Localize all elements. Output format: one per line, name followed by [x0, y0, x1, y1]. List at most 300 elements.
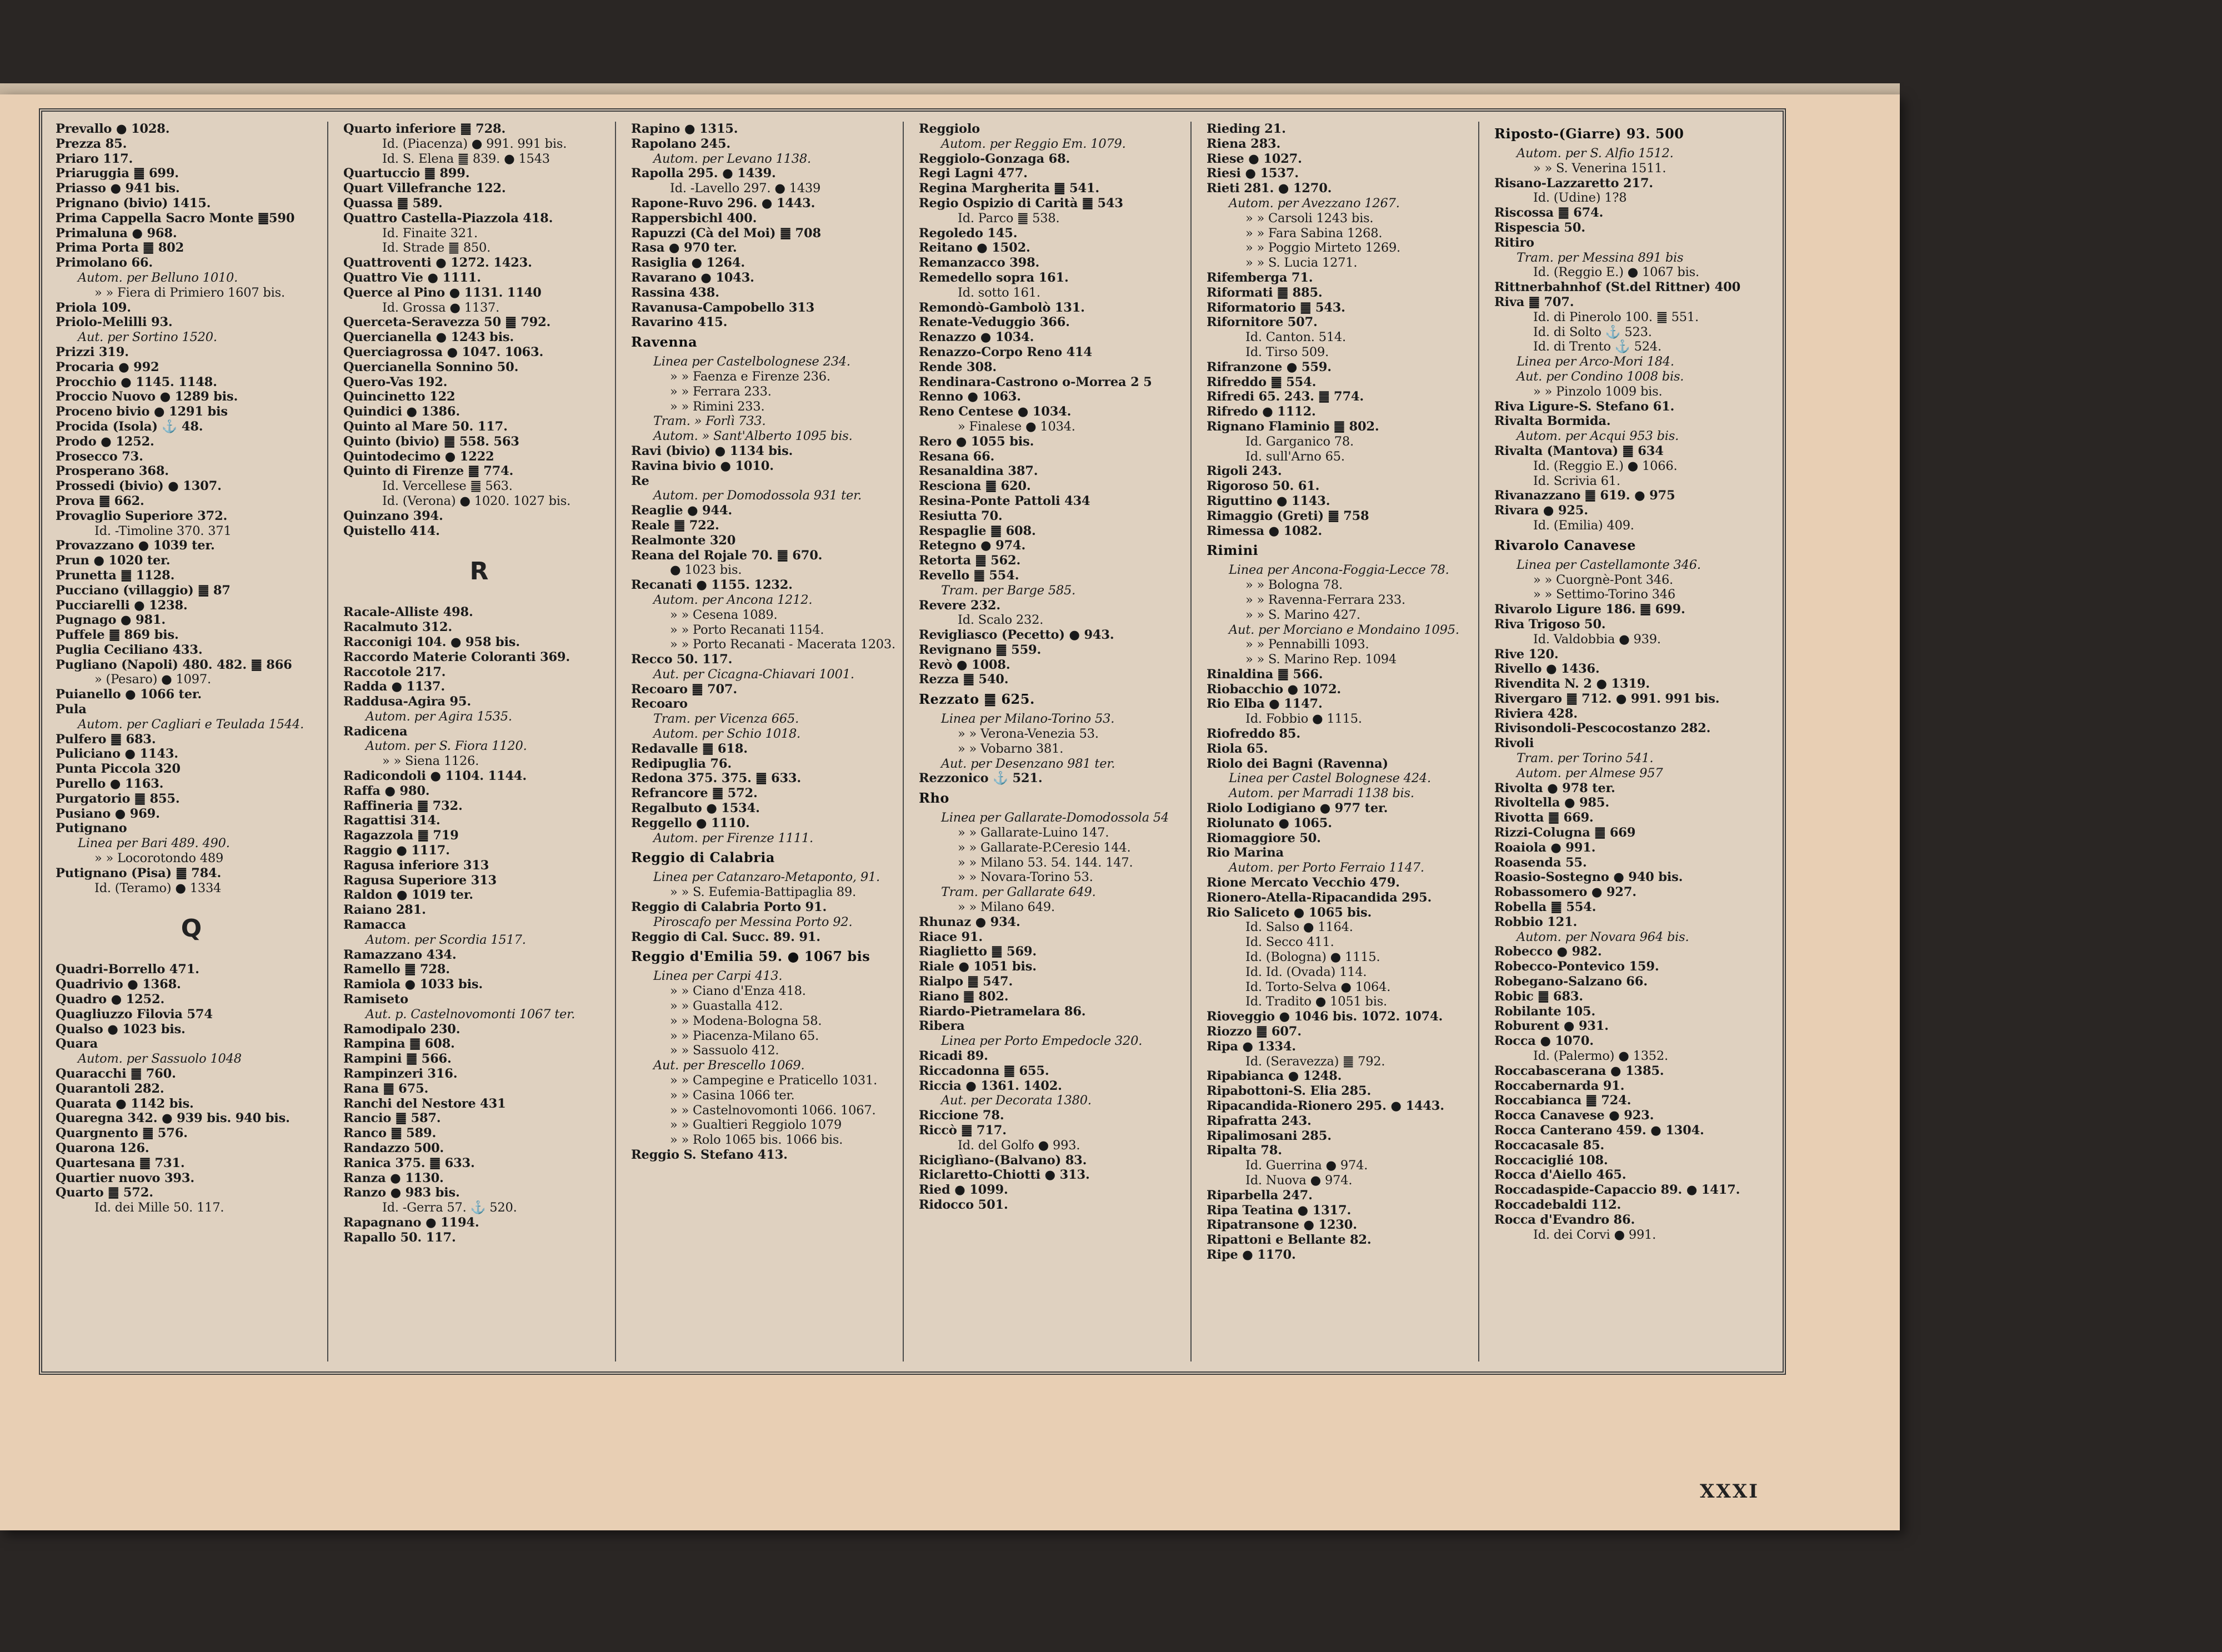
- index-entry: Rocca Canavese ● 923.: [1494, 1108, 1654, 1123]
- index-entry: Linea per Gallarate-Domodossola 54: [941, 810, 1169, 825]
- index-entry: Id. dei Mille 50. 117.: [94, 1200, 224, 1215]
- index-entry: Ranza ● 1130.: [343, 1170, 444, 1185]
- index-entry: » Finalese ● 1034.: [958, 419, 1075, 434]
- city-heading: Ravenna: [631, 334, 698, 351]
- index-entry: Putignano: [56, 821, 127, 836]
- index-entry: Aut. per Decorata 1380.: [941, 1093, 1092, 1108]
- index-entry: Prevallo ● 1028.: [56, 122, 170, 136]
- index-entry: Reno Centese ● 1034.: [919, 404, 1072, 419]
- index-entry: Id. di Solto ⚓ 523.: [1533, 324, 1652, 339]
- index-entry: Rancio ䷀ 587.: [343, 1111, 441, 1126]
- index-entry: Pusiano ● 969.: [56, 806, 160, 821]
- index-entry: Renazzo ● 1034.: [919, 330, 1034, 345]
- index-entry: Autom. per Almese 957: [1517, 765, 1663, 780]
- index-entry: Ravarano ● 1043.: [631, 270, 754, 285]
- index-entry: Redona 375. 375. ䷀ 633.: [631, 771, 801, 786]
- index-entry: Linea per Ancona-Foggia-Lecce 78.: [1229, 563, 1449, 578]
- index-entry: Rifornitore 507.: [1207, 315, 1318, 330]
- index-entry: Purgatorio ䷀ 855.: [56, 791, 180, 806]
- index-entry: Autom. per Sassuolo 1048: [78, 1052, 242, 1067]
- index-entry: » » Castelnovomonti 1066. 1067.: [670, 1103, 876, 1118]
- index-entry: » » Porto Recanati - Macerata 1203.: [670, 637, 895, 652]
- index-entry: Ripa Teatina ● 1317.: [1207, 1203, 1352, 1218]
- index-entry: Riolo dei Bagni (Ravenna): [1207, 756, 1388, 771]
- index-entry: Rifredo ● 1112.: [1207, 404, 1316, 419]
- index-entry: Riva Trigoso 50.: [1494, 617, 1606, 632]
- index-entry: Prunetta ䷀ 1128.: [56, 568, 175, 583]
- index-entry: Riva Ligure-S. Stefano 61.: [1494, 399, 1675, 414]
- index-entry: » » Casina 1066 ter.: [670, 1088, 795, 1103]
- index-entry: Autom. per Domodossola 931 ter.: [653, 488, 862, 503]
- index-entry: » » Fara Sabina 1268.: [1245, 226, 1383, 241]
- index-entry: Revello ䷀ 554.: [919, 568, 1019, 583]
- index-entry: Ramiola ● 1033 bis.: [343, 977, 483, 992]
- index-entry: Rigoli 243.: [1207, 464, 1282, 479]
- index-entry: Quinto al Mare 50. 117.: [343, 419, 508, 434]
- index-entry: » » Milano 649.: [958, 900, 1055, 915]
- index-entry: Rimessa ● 1082.: [1207, 523, 1323, 538]
- index-entry: Reggello ● 1110.: [631, 815, 750, 830]
- index-entry: Autom. per Reggio Em. 1079.: [941, 136, 1126, 151]
- index-entry: Putignano (Pisa) ䷀ 784.: [56, 865, 222, 880]
- index-entry: Roccabianca ䷀ 724.: [1494, 1093, 1632, 1108]
- index-entry: Quincinetto 122: [343, 389, 456, 404]
- index-entry: Id. Strade ䷀ 850.: [382, 241, 491, 256]
- index-entry: Ripabianca ● 1248.: [1207, 1069, 1342, 1084]
- index-entry: Provaglio Superiore 372.: [56, 508, 228, 523]
- index-entry: Quinto di Firenze ䷀ 774.: [343, 464, 514, 479]
- index-entry: » » Settimo-Torino 346: [1533, 587, 1676, 602]
- index-entry: Querciagrossa ● 1047. 1063.: [343, 344, 544, 359]
- index-entry: Linea per Arco-Mori 184.: [1517, 354, 1674, 369]
- index-entry: Roccabascerana ● 1385.: [1494, 1063, 1664, 1078]
- index-entry: Rifemberga 71.: [1207, 270, 1313, 285]
- index-entry: Aut. per Cicagna-Chiavari 1001.: [653, 667, 854, 682]
- index-entry: Riolo Lodigiano ● 977 ter.: [1207, 801, 1388, 816]
- index-entry: Resina-Ponte Pattoli 434: [919, 493, 1090, 508]
- index-entry: Ripafratta 243.: [1207, 1113, 1312, 1128]
- index-entry: Risano-Lazzaretto 217.: [1494, 176, 1653, 191]
- index-entry: Riscossa ䷀ 674.: [1494, 206, 1604, 221]
- index-entry: Quart Villefranche 122.: [343, 181, 506, 196]
- index-entry: Rapallo 50. 117.: [343, 1230, 456, 1245]
- index-entry: Robegano-Salzano 66.: [1494, 974, 1648, 989]
- index-column-6: [1487, 122, 1775, 1361]
- index-entry: » » Ciano d'Enza 418.: [670, 984, 806, 999]
- index-entry: » » Guastalla 412.: [670, 999, 783, 1014]
- index-entry: » » S. Eufemia-Battipaglia 89.: [670, 885, 857, 900]
- index-entry: Resciona ䷀ 620.: [919, 479, 1031, 494]
- index-entry: Id. (Seravezza) ䷀ 792.: [1245, 1054, 1385, 1069]
- index-entry: Realmonte 320: [631, 533, 736, 548]
- city-heading: Reggio d'Emilia 59. ● 1067 bis: [631, 948, 870, 965]
- index-entry: Rapolano 245.: [631, 136, 731, 151]
- index-entry: Rivendita N. 2 ● 1319.: [1494, 677, 1650, 692]
- index-entry: » » Novara-Torino 53.: [958, 870, 1093, 885]
- index-entry: Ripalta 78.: [1207, 1143, 1282, 1158]
- index-entry: Purello ● 1163.: [56, 777, 164, 792]
- index-entry: Rivoltella ● 985.: [1494, 795, 1609, 810]
- index-entry: Ramello ䷀ 728.: [343, 962, 450, 977]
- index-entry: Roccadebaldi 112.: [1494, 1197, 1622, 1212]
- index-entry: Ridocco 501.: [919, 1197, 1008, 1212]
- index-entry: Priaro 117.: [56, 151, 133, 166]
- index-frame: [39, 108, 1786, 1375]
- index-entry: Revere 232.: [919, 598, 1001, 613]
- index-entry: Procaria ● 992: [56, 359, 159, 374]
- index-entry: Proccio Nuovo ● 1289 bis.: [56, 389, 238, 404]
- index-entry: » » S. Marino Rep. 1094: [1245, 652, 1397, 667]
- index-entry: Autom. per Belluno 1010.: [78, 270, 238, 285]
- index-entry: Revigliasco (Pecetto) ● 943.: [919, 628, 1114, 643]
- index-entry: Rittnerbahnhof (St.del Rittner) 400: [1494, 280, 1741, 295]
- index-entry: Tram. per Messina 891 bis: [1517, 250, 1684, 265]
- index-entry: Ricadi 89.: [919, 1049, 988, 1064]
- city-heading: Riposto-(Giarre) 93. 500: [1494, 126, 1684, 142]
- index-entry: Ramazzano 434.: [343, 947, 457, 962]
- index-entry: » » Modena-Bologna 58.: [670, 1013, 822, 1028]
- index-entry: Riformatorio ䷀ 543.: [1207, 300, 1345, 315]
- index-entry: » » Piacenza-Milano 65.: [670, 1028, 819, 1043]
- index-entry: Ranzo ● 983 bis.: [343, 1185, 460, 1200]
- index-entry: » » Gallarate-P.Ceresio 144.: [958, 840, 1131, 855]
- index-entry: Querce al Pino ● 1131. 1140: [343, 285, 542, 300]
- index-entry: Id. Secco 411.: [1245, 935, 1334, 950]
- index-entry: Ripe ● 1170.: [1207, 1247, 1296, 1262]
- index-entry: » » Ravenna-Ferrara 233.: [1245, 592, 1405, 607]
- index-entry: Rieding 21.: [1207, 122, 1286, 136]
- index-entry: » » Gualtieri Reggiolo 1079: [670, 1118, 842, 1133]
- index-entry: Ripatransone ● 1230.: [1207, 1218, 1357, 1233]
- index-entry: Id. Canton. 514.: [1245, 330, 1346, 345]
- index-entry: Id. Tradito ● 1051 bis.: [1245, 994, 1388, 1009]
- index-entry: Prosecco 73.: [56, 449, 143, 464]
- index-entry: Refrancore ䷀ 572.: [631, 786, 758, 801]
- index-entry: Aut. per Sortino 1520.: [78, 330, 217, 345]
- index-entry: Randazzo 500.: [343, 1141, 444, 1155]
- index-entry: Ranchi del Nestore 431: [343, 1096, 506, 1111]
- index-entry: » » Campegine e Praticello 1031.: [670, 1073, 878, 1088]
- index-entry: Riciglìano-(Balvano) 83.: [919, 1153, 1087, 1168]
- index-entry: Raddusa-Agira 95.: [343, 694, 471, 709]
- index-entry: Id. (Verona) ● 1020. 1027 bis.: [382, 493, 571, 508]
- index-entry: Quattroventi ● 1272. 1423.: [343, 256, 532, 271]
- index-entry: Revò ● 1008.: [919, 657, 1010, 672]
- index-entry: Roccaciglié 108.: [1494, 1153, 1608, 1168]
- index-entry: » » S. Marino 427.: [1245, 607, 1360, 622]
- index-entry: » » Pinzolo 1009 bis.: [1533, 384, 1663, 399]
- index-entry: Linea per Catanzaro-Metaponto, 91.: [653, 870, 880, 885]
- index-entry: Riena 283.: [1207, 136, 1281, 151]
- index-entry: Provazzano ● 1039 ter.: [56, 538, 215, 553]
- index-column-2: [336, 122, 616, 1361]
- index-entry: Id. Id. (Ovada) 114.: [1245, 964, 1367, 979]
- index-entry: Prosperano 368.: [56, 464, 169, 479]
- index-entry: Quercianella Sonnino 50.: [343, 359, 519, 374]
- index-entry: Linea per Bari 489. 490.: [78, 836, 230, 851]
- index-entry: Id. (Palermo) ● 1352.: [1533, 1049, 1668, 1064]
- index-entry: Id. Torto-Selva ● 1064.: [1245, 979, 1391, 994]
- index-entry: Recco 50. 117.: [631, 652, 733, 667]
- index-entry: Remedello sopra 161.: [919, 270, 1069, 285]
- index-entry: Raiano 281.: [343, 903, 426, 918]
- index-entry: Raffineria ䷀ 732.: [343, 798, 463, 813]
- index-entry: Prizzi 319.: [56, 344, 129, 359]
- index-entry: Id. (Udine) 1?8: [1533, 191, 1627, 206]
- index-entry: Quadri-Borrello 471.: [56, 962, 199, 977]
- index-entry: Ranica 375. ䷀ 633.: [343, 1155, 475, 1170]
- index-entry: Rivanazzano ䷀ 619. ● 975: [1494, 488, 1675, 503]
- index-entry: Rizzi-Colugna ䷀ 669: [1494, 825, 1636, 840]
- index-entry: Rasa ● 970 ter.: [631, 241, 737, 256]
- index-entry: Procida (Isola) ⚓ 48.: [56, 419, 203, 434]
- index-entry: Tram. per Vicenza 665.: [653, 712, 799, 727]
- index-entry: Roasio-Sostegno ● 940 bis.: [1494, 870, 1683, 885]
- index-entry: Id. del Golfo ● 993.: [958, 1138, 1080, 1153]
- index-entry: Priasso ● 941 bis.: [56, 181, 180, 196]
- index-entry: Rifreddo ䷀ 554.: [1207, 374, 1317, 389]
- index-entry: Ritiro: [1494, 235, 1534, 250]
- city-heading: Rho: [919, 790, 949, 807]
- index-entry: Id. Garganico 78.: [1245, 434, 1354, 449]
- index-entry: » » S. Venerina 1511.: [1533, 161, 1666, 176]
- index-entry: Riesi ● 1537.: [1207, 166, 1299, 181]
- index-entry: Ripattoni e Bellante 82.: [1207, 1233, 1372, 1248]
- index-entry: » » Cuorgnè-Pont 346.: [1533, 572, 1674, 587]
- section-letter: R: [469, 557, 489, 586]
- index-entry: Radicondoli ● 1104. 1144.: [343, 769, 527, 784]
- index-entry: Tram. » Forlì 733.: [653, 414, 766, 429]
- index-entry: Riguttino ● 1143.: [1207, 493, 1330, 508]
- index-entry: Pula: [56, 702, 87, 717]
- index-entry: Rio Marina: [1207, 845, 1284, 860]
- index-entry: Ragusa inferiore 313: [343, 858, 489, 873]
- index-entry: ● 1023 bis.: [670, 563, 742, 578]
- index-entry: Reitano ● 1502.: [919, 241, 1030, 256]
- index-entry: Rende 308.: [919, 359, 997, 374]
- index-entry: Linea per Castel Bolognese 424.: [1229, 771, 1431, 786]
- index-entry: Quattro Vie ● 1111.: [343, 270, 481, 285]
- index-entry: Retegno ● 974.: [919, 538, 1026, 553]
- index-entry: Robecco-Pontevico 159.: [1494, 959, 1659, 974]
- index-entry: Autom. per Porto Ferraio 1147.: [1229, 860, 1424, 875]
- index-entry: Reggio di Calabria Porto 91.: [631, 900, 827, 915]
- index-entry: Pugnago ● 981.: [56, 613, 166, 628]
- index-entry: Regi Lagni 477.: [919, 166, 1028, 181]
- index-entry: Rasiglia ● 1264.: [631, 256, 745, 271]
- index-entry: Renno ● 1063.: [919, 389, 1021, 404]
- index-entry: Quarona 126.: [56, 1141, 149, 1155]
- index-entry: Rifranzone ● 559.: [1207, 359, 1332, 374]
- index-entry: Id. (Reggio E.) ● 1066.: [1533, 458, 1678, 473]
- index-entry: Ripabottoni-S. Elia 285.: [1207, 1084, 1372, 1099]
- index-entry: Racale-Alliste 498.: [343, 605, 473, 620]
- index-entry: Pucciano (villaggio) ䷀ 87: [56, 583, 231, 598]
- city-heading: Rivarolo Canavese: [1494, 537, 1636, 553]
- index-entry: Id. Nuova ● 974.: [1245, 1173, 1353, 1188]
- index-entry: Rivergaro ䷀ 712. ● 991. 991 bis.: [1494, 691, 1720, 706]
- index-entry: Rezzonico ⚓ 521.: [919, 771, 1043, 786]
- index-entry: Reggio di Cal. Succ. 89. 91.: [631, 929, 820, 944]
- index-entry: Id. (Piacenza) ● 991. 991 bis.: [382, 136, 567, 151]
- index-entry: Riccadonna ䷀ 655.: [919, 1063, 1049, 1078]
- index-entry: Rivarolo Ligure 186. ䷀ 699.: [1494, 602, 1685, 617]
- index-entry: Prun ● 1020 ter.: [56, 553, 171, 568]
- index-entry: » » Milano 53. 54. 144. 147.: [958, 855, 1133, 870]
- index-entry: » (Pesaro) ● 1097.: [94, 672, 211, 687]
- index-entry: Id. sull'Arno 65.: [1245, 449, 1345, 464]
- index-entry: Quarto ䷀ 572.: [56, 1185, 153, 1200]
- index-entry: Ramiseto: [343, 992, 408, 1007]
- index-entry: Ried ● 1099.: [919, 1183, 1008, 1198]
- index-entry: Resiutta 70.: [919, 508, 1003, 523]
- index-entry: Procchio ● 1145. 1148.: [56, 374, 217, 389]
- index-entry: Respaglie ䷀ 608.: [919, 523, 1036, 538]
- index-entry: Remondò-Gambolò 131.: [919, 300, 1085, 315]
- index-entry: Rivoli: [1494, 736, 1534, 751]
- index-entry: Riolunato ● 1065.: [1207, 815, 1332, 830]
- index-entry: Priaruggia ䷀ 699.: [56, 166, 179, 181]
- index-entry: » » Siena 1126.: [382, 754, 479, 769]
- index-entry: Rione Mercato Vecchio 479.: [1207, 875, 1400, 890]
- index-entry: Id. (Emilia) 409.: [1533, 518, 1634, 533]
- index-entry: Autom. per Marradi 1138 bis.: [1229, 786, 1414, 801]
- index-entry: Id. -Timoline 370. 371: [94, 523, 232, 538]
- index-entry: Recanati ● 1155. 1232.: [631, 578, 793, 593]
- city-heading: Reggio di Calabria: [631, 849, 775, 866]
- index-entry: Piroscafo per Messina Porto 92.: [653, 914, 853, 929]
- index-entry: Ripa ● 1334.: [1207, 1039, 1296, 1054]
- index-entry: » » Sassuolo 412.: [670, 1043, 779, 1058]
- index-entry: Id. di Trento ⚓ 524.: [1533, 339, 1662, 354]
- index-entry: Riclaretto-Chiotti ● 313.: [919, 1168, 1090, 1183]
- index-entry: Rampini ䷀ 566.: [343, 1052, 452, 1067]
- index-entry: Ragattisi 314.: [343, 813, 441, 828]
- index-entry: » » Vobarno 381.: [958, 741, 1064, 756]
- index-entry: Primaluna ● 968.: [56, 226, 177, 241]
- index-entry: Rivisondoli-Pescocostanzo 282.: [1494, 721, 1711, 736]
- index-entry: Rivolta ● 978 ter.: [1494, 780, 1615, 795]
- index-entry: Riparbella 247.: [1207, 1188, 1313, 1203]
- index-entry: Raccordo Materie Coloranti 369.: [343, 649, 570, 664]
- index-entry: Robecco ● 982.: [1494, 944, 1602, 959]
- index-entry: Re: [631, 473, 649, 488]
- index-entry: Riaglietto ䷀ 569.: [919, 944, 1037, 959]
- index-entry: Rio Saliceto ● 1065 bis.: [1207, 905, 1372, 920]
- index-entry: Prossedi (bivio) ● 1307.: [56, 479, 222, 494]
- index-entry: Puianello ● 1066 ter.: [56, 687, 202, 702]
- index-entry: Raccotole 217.: [343, 664, 446, 679]
- index-entry: » » Faenza e Firenze 236.: [670, 369, 830, 384]
- index-entry: Proceno bivio ● 1291 bis: [56, 404, 228, 419]
- city-heading: Rezzato ䷀ 625.: [919, 691, 1035, 708]
- index-entry: Id. di Pinerolo 100. ䷀ 551.: [1533, 309, 1699, 324]
- index-entry: Rispescia 50.: [1494, 220, 1585, 235]
- index-entry: Retorta ䷀ 562.: [919, 553, 1021, 568]
- index-entry: Rive 120.: [1494, 647, 1559, 662]
- index-entry: Autom. » Sant'Alberto 1095 bis.: [653, 429, 853, 444]
- index-entry: Prezza 85.: [56, 136, 127, 151]
- index-column-5: [1199, 122, 1479, 1361]
- index-entry: Quargnento ䷀ 576.: [56, 1126, 188, 1141]
- index-entry: Riale ● 1051 bis.: [919, 959, 1037, 974]
- index-entry: Robella ䷀ 554.: [1494, 900, 1597, 915]
- index-entry: Quercianella ● 1243 bis.: [343, 330, 514, 345]
- index-entry: Autom. per S. Fiora 1120.: [366, 739, 527, 754]
- index-column-4: [911, 122, 1192, 1361]
- index-entry: Regalbuto ● 1534.: [631, 801, 760, 816]
- index-entry: Ramacca: [343, 918, 406, 933]
- index-entry: » » Cesena 1089.: [670, 607, 778, 622]
- index-entry: Reaglie ● 944.: [631, 503, 733, 518]
- index-entry: Ripalimosani 285.: [1207, 1128, 1332, 1143]
- index-entry: » » Rimini 233.: [670, 399, 765, 414]
- index-entry: Rivello ● 1436.: [1494, 662, 1600, 677]
- index-entry: Rionero-Atella-Ripacandida 295.: [1207, 890, 1432, 905]
- index-entry: Roburent ● 931.: [1494, 1019, 1609, 1034]
- index-entry: Id. sotto 161.: [958, 285, 1040, 300]
- index-entry: Punta Piccola 320: [56, 762, 181, 777]
- index-entry: Id. (Teramo) ● 1334: [94, 880, 222, 895]
- index-entry: Autom. per Acqui 953 bis.: [1517, 429, 1679, 444]
- index-entry: Ragazzola ䷀ 719: [343, 828, 459, 843]
- index-entry: Rampina ䷀ 608.: [343, 1037, 455, 1052]
- index-entry: Rigoroso 50. 61.: [1207, 479, 1320, 494]
- index-entry: Aut. per Morciano e Mondaino 1095.: [1229, 622, 1459, 637]
- index-entry: Quadro ● 1252.: [56, 992, 165, 1007]
- index-entry: Quistello 414.: [343, 523, 440, 538]
- index-entry: Aut. per Condino 1008 bis.: [1517, 369, 1684, 384]
- index-entry: Rifredi 65. 243. ䷀ 774.: [1207, 389, 1364, 404]
- index-entry: Pulfero ䷀ 683.: [56, 732, 156, 747]
- city-heading: Rimini: [1207, 542, 1259, 559]
- index-entry: Rocca Canterano 459. ● 1304.: [1494, 1123, 1704, 1138]
- index-entry: Ramodipalo 230.: [343, 1022, 461, 1037]
- index-entry: » » S. Lucia 1271.: [1245, 256, 1358, 271]
- index-entry: Rivotta ䷀ 669.: [1494, 810, 1594, 825]
- index-entry: Pugliano (Napoli) 480. 482. ䷀ 866: [56, 657, 292, 672]
- index-entry: Ragusa Superiore 313: [343, 873, 497, 888]
- index-entry: Quagliuzzo Filovia 574: [56, 1007, 213, 1022]
- index-entry: Rio Elba ● 1147.: [1207, 697, 1323, 712]
- index-entry: Linea per Castellamonte 346.: [1517, 557, 1701, 572]
- index-entry: Resana 66.: [919, 449, 995, 464]
- index-entry: Aut. per Desenzano 981 ter.: [941, 756, 1115, 771]
- index-entry: Robbio 121.: [1494, 914, 1578, 929]
- index-entry: Riccò ䷀ 717.: [919, 1123, 1007, 1138]
- index-entry: Autom. per Schio 1018.: [653, 727, 801, 742]
- index-entry: » » Poggio Mirteto 1269.: [1245, 241, 1401, 256]
- index-entry: Regio Ospizio di Carità ䷀ 543: [919, 196, 1123, 211]
- index-entry: Racalmuto 312.: [343, 620, 453, 635]
- index-entry: Rendinara-Castrono o-Morrea 2 5: [919, 374, 1152, 389]
- index-entry: Rinaldina ䷀ 566.: [1207, 667, 1323, 682]
- index-entry: Prova ䷀ 662.: [56, 493, 144, 508]
- index-entry: Reggiolo-Gonzaga 68.: [919, 151, 1070, 166]
- index-entry: Quassa ䷀ 589.: [343, 196, 443, 211]
- index-entry: Id. Vercellese ䷀ 563.: [382, 479, 513, 494]
- index-entry: Quaracchi ䷀ 760.: [56, 1067, 176, 1082]
- index-entry: Autom. per S. Alfio 1512.: [1517, 146, 1674, 161]
- index-entry: Quinto (bivio) ䷀ 558. 563: [343, 434, 519, 449]
- index-entry: Quartesana ䷀ 731.: [56, 1155, 185, 1170]
- index-entry: Renate-Veduggio 366.: [919, 315, 1070, 330]
- index-entry: » » Bologna 78.: [1245, 578, 1343, 593]
- index-entry: Id. (Bologna) ● 1115.: [1245, 950, 1380, 965]
- index-entry: Id. Scalo 232.: [958, 613, 1044, 628]
- index-entry: Linea per Castelbolognese 234.: [653, 354, 850, 369]
- index-entry: Ranco ䷀ 589.: [343, 1126, 437, 1141]
